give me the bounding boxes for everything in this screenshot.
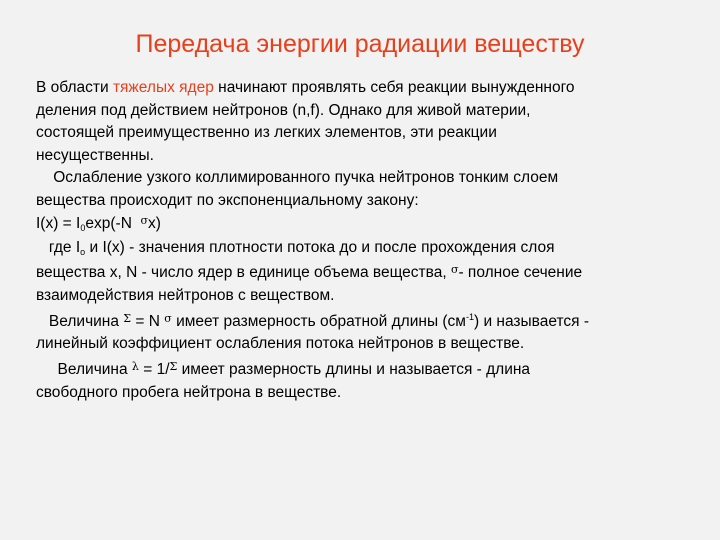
p1-line-1 (36, 77, 696, 100)
capital-sigma-symbol: Σ (169, 360, 178, 374)
attenuation-formula (36, 213, 696, 236)
p1-text-b: начинают проявлять себя реакции вынужденного (213, 79, 575, 96)
sigma-symbol: σ (140, 213, 149, 227)
sigma-symbol: σ (164, 311, 172, 325)
p4-line-2: линейный коэффициент ослабления потока нейтронов в веществе. (36, 335, 525, 353)
p3-text-b: и I(x) - значения плотности потока до и после прохождения слоя (85, 239, 555, 257)
formula-subscript: 0 (80, 222, 86, 233)
p2-line-2: вещества происходит по экспоненциальному закону: (36, 191, 419, 209)
formula-part-a: I(x) = I (36, 214, 81, 232)
p4-text-d: ) и называется - (473, 312, 589, 330)
p3-text-l2a: вещества x, N - число ядер в единице объема вещества, (36, 264, 451, 282)
p3-line-1 (36, 235, 696, 260)
p5-text-b: = 1/ (138, 360, 170, 378)
p1-line-3: состоящей преимущественно из легких элементов, эти реакции (36, 124, 497, 142)
p3-subscript: o (80, 247, 86, 258)
lambda-symbol: λ (131, 360, 139, 374)
p4-line-1 (36, 311, 696, 334)
p2-text: Ослабление узкого коллимированного пучка нейтронов тонким слоем (53, 169, 559, 187)
formula-part-b: exp(-N (85, 214, 137, 232)
p2-line-1 (36, 167, 696, 190)
highlight-heavy-nuclei: тяжелых ядер (112, 79, 214, 96)
p3-text-l2b: - полное сечение (458, 264, 583, 282)
slide-body (36, 77, 696, 404)
sigma-symbol: σ (450, 263, 459, 277)
p1-line-2: деления под действием нейтронов (n,f). Однако для живой материи, (36, 101, 531, 119)
p5-line-2: свободного пробега нейтрона в веществе. (36, 383, 342, 401)
formula-part-c: x) (148, 214, 161, 232)
p1-line-4: несущественны. (36, 146, 154, 164)
p5-line-1 (36, 359, 696, 382)
p4-text-b: = N (131, 312, 165, 330)
p3-text-a: где I (48, 239, 81, 257)
p5-text-c: имеет размерность длины и называется - длина (177, 360, 531, 378)
p4-text-a: Величина (48, 312, 124, 330)
p4-text-c: имеет размерность обратной длины (см (171, 312, 466, 330)
p1-text-a: В области (36, 79, 113, 96)
capital-sigma-symbol: Σ (123, 311, 132, 325)
p3-line-3: взаимодействия нейтронов с веществом. (36, 287, 335, 305)
p4-superscript: -1 (465, 311, 474, 322)
p3-line-2 (36, 260, 696, 285)
p5-text-a: Величина (57, 360, 132, 378)
slide-title: Передача энергии радиации веществу (135, 30, 585, 58)
